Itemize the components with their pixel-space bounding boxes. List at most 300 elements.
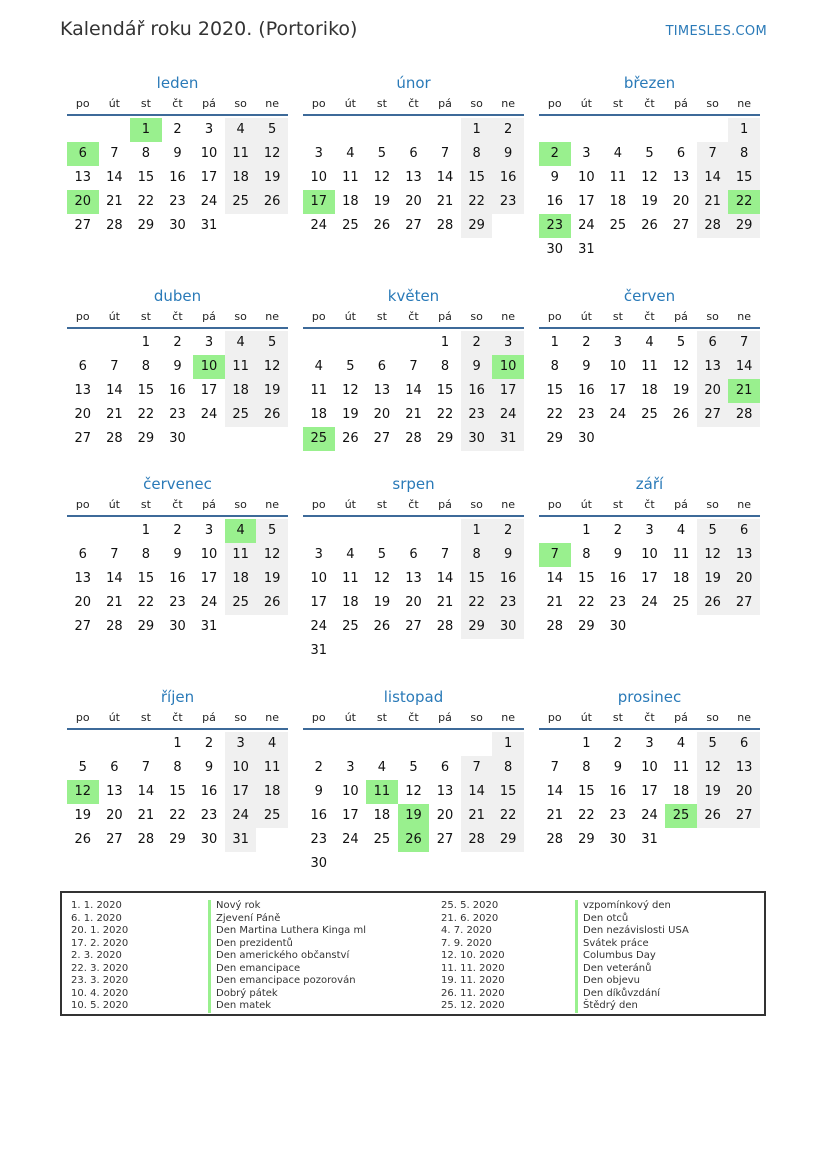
day-cell: 3 (204, 335, 214, 350)
empty-cell (335, 732, 367, 756)
weekday-header (67, 708, 288, 730)
day-cell: 29 (461, 214, 493, 238)
day-cell: 18 (342, 595, 359, 610)
month-duben (67, 285, 288, 451)
day-cell: 24 (641, 595, 658, 610)
day-cell: 8 (141, 359, 151, 374)
empty-cell (303, 732, 335, 756)
month-name: únor (396, 74, 431, 92)
legend-holiday-name: Den nezávislosti USA (575, 925, 689, 938)
legend-holiday-date: 17. 2. 2020 (71, 937, 129, 949)
day-cell: 19 (74, 808, 92, 823)
day-cell: 17 (225, 780, 257, 804)
day-cell: 18 (641, 383, 658, 398)
day-cell: 14 (436, 571, 454, 586)
day-cell: 28 (106, 431, 123, 446)
day-cell: 27 (74, 218, 92, 233)
day-cell: 20 (405, 194, 422, 209)
legend-holiday-name: Den matek (208, 1000, 366, 1013)
day-cell: 25 (373, 832, 391, 847)
day-cell: 6 (78, 547, 87, 562)
day-cell: 20 (672, 194, 690, 209)
day-cell: 8 (728, 142, 760, 166)
empty-cell (67, 118, 99, 142)
weekday-label: st (376, 711, 387, 724)
day-cell: 20 (728, 567, 760, 591)
weekday-label: ne (265, 310, 280, 323)
empty-cell (366, 118, 398, 142)
month-říjen (67, 686, 288, 852)
legend-holiday-date: 1. 1. 2020 (71, 900, 122, 911)
legend-holiday-date: 4. 7. 2020 (441, 925, 492, 936)
day-cell: 12 (641, 170, 658, 185)
day-cell: 7 (110, 547, 119, 562)
holiday-day: 20 (67, 190, 99, 214)
day-cell: 16 (492, 567, 524, 591)
legend-holiday-name: Den veteránů (575, 963, 689, 976)
day-cell: 2 (461, 331, 493, 355)
day-cell: 31 (200, 218, 218, 233)
day-cell: 3 (613, 335, 623, 350)
day-cell: 14 (728, 355, 760, 379)
day-cell: 21 (405, 407, 422, 422)
month-únor (303, 72, 524, 238)
weekday-label: pá (438, 97, 452, 110)
legend-holiday-date: 10. 5. 2020 (71, 1000, 129, 1011)
day-cell: 8 (440, 359, 450, 374)
day-cell: 30 (310, 856, 328, 871)
empty-cell (303, 331, 335, 355)
weekday-label: čt (644, 97, 655, 110)
day-cell: 4 (225, 331, 257, 355)
weekday-label: po (311, 97, 326, 110)
day-cell: 29 (492, 828, 524, 852)
legend-holiday-date: 12. 10. 2020 (441, 950, 505, 961)
day-cell: 11 (641, 359, 658, 374)
day-cell: 6 (409, 146, 418, 161)
day-cell: 22 (436, 407, 454, 422)
month-name: březen (623, 74, 676, 92)
weekday-label: st (612, 498, 623, 511)
day-cell: 12 (373, 571, 391, 586)
day-cell: 14 (405, 383, 422, 398)
holiday-day: 21 (728, 379, 760, 403)
weekday-label: pá (674, 97, 688, 110)
day-cell: 8 (141, 547, 151, 562)
weekday-label: st (140, 310, 151, 323)
day-cell: 9 (492, 142, 524, 166)
day-cell: 14 (106, 170, 123, 185)
day-cell: 31 (310, 643, 328, 658)
empty-cell (99, 732, 131, 756)
day-cell: 17 (578, 194, 595, 209)
day-cell: 9 (173, 359, 182, 374)
day-cell: 6 (728, 519, 760, 543)
day-cell: 15 (546, 383, 564, 398)
day-cell: 5 (697, 732, 729, 756)
empty-cell (571, 118, 603, 142)
days-grid (303, 519, 524, 663)
day-cell: 17 (641, 784, 658, 799)
day-cell: 3 (204, 122, 214, 137)
legend-dates-right (441, 900, 505, 1013)
legend-holiday-date: 22. 3. 2020 (71, 962, 129, 974)
day-cell: 2 (314, 760, 323, 775)
day-cell: 27 (405, 619, 422, 634)
day-cell: 3 (314, 146, 323, 161)
weekday-label: so (234, 310, 247, 323)
day-cell: 30 (609, 619, 627, 634)
day-cell: 14 (436, 170, 454, 185)
day-cell: 27 (373, 431, 391, 446)
day-cell: 28 (436, 619, 454, 634)
day-cell: 22 (578, 808, 595, 823)
holiday-day: 4 (225, 519, 257, 543)
day-cell: 28 (728, 403, 760, 427)
day-cell: 15 (461, 567, 493, 591)
days-grid (539, 118, 760, 262)
day-cell: 17 (641, 571, 658, 586)
weekday-header (67, 495, 288, 517)
day-cell: 24 (609, 407, 627, 422)
day-cell: 30 (546, 242, 564, 257)
day-cell: 21 (106, 194, 123, 209)
month-name: leden (156, 74, 199, 92)
day-cell: 21 (436, 194, 454, 209)
day-cell: 26 (256, 591, 288, 615)
weekday-label: so (234, 498, 247, 511)
weekday-label: pá (438, 310, 452, 323)
day-cell: 29 (578, 832, 595, 847)
day-cell: 1 (461, 519, 493, 543)
empty-cell (398, 331, 430, 355)
day-cell: 17 (200, 383, 218, 398)
day-cell: 3 (204, 523, 214, 538)
day-cell: 24 (310, 619, 328, 634)
weekday-label: po (75, 97, 90, 110)
day-cell: 6 (78, 359, 87, 374)
month-name: září (635, 475, 664, 493)
holiday-day: 26 (398, 828, 430, 852)
day-cell: 31 (225, 828, 257, 852)
brand-link[interactable]: TIMESLES.COM (665, 24, 767, 39)
day-cell: 30 (609, 832, 627, 847)
day-cell: 21 (106, 595, 123, 610)
empty-cell (539, 118, 571, 142)
empty-cell (303, 519, 335, 543)
day-cell: 15 (578, 784, 595, 799)
day-cell: 21 (697, 190, 729, 214)
day-cell: 28 (461, 828, 493, 852)
holiday-day: 6 (67, 142, 99, 166)
day-cell: 20 (728, 780, 760, 804)
days-grid (303, 732, 524, 876)
weekday-label: po (75, 711, 90, 724)
day-cell: 13 (106, 784, 123, 799)
legend-holiday-date: 2. 3. 2020 (71, 950, 122, 961)
day-cell: 25 (609, 218, 627, 233)
day-cell: 8 (492, 756, 524, 780)
day-cell: 29 (546, 431, 564, 446)
weekday-label: st (376, 97, 387, 110)
weekday-label: ne (501, 97, 516, 110)
day-cell: 22 (578, 595, 595, 610)
month-name: srpen (392, 475, 435, 493)
day-cell: 9 (173, 547, 182, 562)
day-cell: 16 (169, 571, 186, 586)
legend-holiday-name: Den emancipace pozorován (208, 975, 366, 988)
month-září (539, 473, 760, 639)
day-cell: 5 (256, 118, 288, 142)
day-cell: 18 (672, 784, 690, 799)
weekday-label: čt (644, 498, 655, 511)
day-cell: 1 (141, 523, 151, 538)
month-name: květen (387, 287, 440, 305)
day-cell: 1 (582, 736, 591, 751)
day-cell: 25 (225, 403, 257, 427)
day-cell: 27 (697, 403, 729, 427)
holiday-day: 12 (67, 780, 99, 804)
day-cell: 22 (137, 595, 155, 610)
day-cell: 27 (728, 591, 760, 615)
holiday-legend (60, 891, 766, 1016)
weekday-label: čt (408, 97, 419, 110)
weekday-label: so (706, 498, 719, 511)
day-cell: 11 (672, 760, 690, 775)
day-cell: 18 (342, 194, 359, 209)
day-cell: 2 (613, 523, 623, 538)
weekday-label: so (470, 711, 483, 724)
day-cell: 15 (436, 383, 454, 398)
empty-cell (303, 118, 335, 142)
day-cell: 17 (310, 595, 328, 610)
day-cell: 9 (550, 170, 559, 185)
weekday-header (67, 307, 288, 329)
day-cell: 9 (492, 543, 524, 567)
day-cell: 1 (141, 335, 151, 350)
weekday-label: út (108, 310, 120, 323)
day-cell: 20 (106, 808, 123, 823)
day-cell: 24 (342, 832, 359, 847)
weekday-label: so (706, 310, 719, 323)
day-cell: 23 (609, 808, 627, 823)
day-cell: 2 (173, 122, 182, 137)
legend-holiday-date: 19. 11. 2020 (441, 975, 505, 986)
month-březen (539, 72, 760, 262)
day-cell: 1 (461, 118, 493, 142)
day-cell: 2 (173, 335, 182, 350)
day-cell: 23 (461, 403, 493, 427)
days-grid (67, 331, 288, 451)
day-cell: 5 (409, 760, 418, 775)
weekday-label: so (234, 711, 247, 724)
weekday-label: st (612, 711, 623, 724)
legend-holiday-date: 26. 11. 2020 (441, 987, 505, 999)
empty-cell (665, 118, 697, 142)
day-cell: 9 (613, 760, 623, 775)
weekday-label: st (612, 310, 623, 323)
weekday-label: út (344, 498, 356, 511)
holiday-day: 17 (303, 190, 335, 214)
day-cell: 18 (609, 194, 627, 209)
day-cell: 14 (461, 780, 493, 804)
day-cell: 7 (440, 146, 450, 161)
day-cell: 27 (74, 619, 92, 634)
weekday-label: út (108, 711, 120, 724)
day-cell: 14 (106, 571, 123, 586)
weekday-label: ne (737, 310, 752, 323)
day-cell: 24 (578, 218, 595, 233)
weekday-label: pá (674, 498, 688, 511)
empty-cell (539, 732, 571, 756)
weekday-label: po (311, 711, 326, 724)
empty-cell (335, 331, 367, 355)
day-cell: 29 (137, 431, 155, 446)
day-cell: 22 (169, 808, 186, 823)
legend-holiday-date: 25. 5. 2020 (441, 900, 499, 911)
day-cell: 9 (613, 547, 623, 562)
month-name: říjen (160, 688, 195, 706)
weekday-label: út (580, 97, 592, 110)
holiday-day: 25 (665, 804, 697, 828)
day-cell: 24 (310, 218, 328, 233)
weekday-label: pá (438, 711, 452, 724)
day-cell: 10 (200, 146, 218, 161)
day-cell: 11 (342, 170, 359, 185)
weekday-label: ne (501, 310, 516, 323)
holiday-day: 7 (539, 543, 571, 567)
day-cell: 26 (256, 190, 288, 214)
weekday-label: st (140, 97, 151, 110)
empty-cell (99, 519, 131, 543)
day-cell: 19 (373, 595, 391, 610)
day-cell: 6 (409, 547, 418, 562)
weekday-header (539, 307, 760, 329)
empty-cell (429, 732, 461, 756)
day-cell: 31 (492, 427, 524, 451)
weekday-label: pá (202, 498, 216, 511)
day-cell: 26 (697, 591, 729, 615)
day-cell: 23 (492, 190, 524, 214)
day-cell: 13 (672, 170, 690, 185)
day-cell: 26 (697, 804, 729, 828)
month-leden (67, 72, 288, 238)
day-cell: 19 (641, 194, 658, 209)
day-cell: 4 (346, 547, 355, 562)
day-cell: 31 (200, 619, 218, 634)
day-cell: 24 (200, 595, 218, 610)
day-cell: 5 (645, 146, 654, 161)
day-cell: 20 (74, 407, 92, 422)
weekday-label: st (376, 310, 387, 323)
empty-cell (602, 118, 634, 142)
weekday-label: st (376, 498, 387, 511)
month-červenec (67, 473, 288, 639)
day-cell: 29 (436, 431, 454, 446)
day-cell: 24 (641, 808, 658, 823)
day-cell: 26 (256, 403, 288, 427)
weekday-header (539, 495, 760, 517)
empty-cell (366, 519, 398, 543)
weekday-label: po (547, 310, 562, 323)
day-cell: 7 (110, 146, 119, 161)
day-cell: 15 (169, 784, 186, 799)
day-cell: 20 (697, 379, 729, 403)
days-grid (67, 118, 288, 238)
day-cell: 19 (672, 383, 690, 398)
day-cell: 10 (578, 170, 595, 185)
day-cell: 17 (492, 379, 524, 403)
weekday-label: čt (172, 310, 183, 323)
day-cell: 3 (314, 547, 323, 562)
day-cell: 28 (436, 218, 454, 233)
day-cell: 8 (461, 142, 493, 166)
days-grid (303, 118, 524, 238)
day-cell: 24 (492, 403, 524, 427)
days-grid (67, 519, 288, 639)
day-cell: 11 (225, 543, 257, 567)
empty-cell (398, 732, 430, 756)
legend-holiday-name: Den objevu (575, 975, 689, 988)
holiday-day: 1 (130, 118, 162, 142)
day-cell: 13 (74, 571, 92, 586)
day-cell: 8 (582, 547, 591, 562)
day-cell: 6 (377, 359, 387, 374)
day-cell: 7 (461, 756, 493, 780)
days-grid (539, 331, 760, 451)
day-cell: 29 (137, 218, 155, 233)
day-cell: 5 (256, 331, 288, 355)
day-cell: 15 (137, 383, 155, 398)
legend-holiday-name: Den prezidentů (208, 938, 366, 951)
day-cell: 18 (373, 808, 391, 823)
empty-cell (67, 331, 99, 355)
day-cell: 12 (405, 784, 422, 799)
day-cell: 22 (546, 407, 564, 422)
day-cell: 6 (440, 760, 450, 775)
weekday-label: st (612, 97, 623, 110)
day-cell: 26 (641, 218, 658, 233)
weekday-label: čt (408, 498, 419, 511)
weekday-label: po (75, 310, 90, 323)
days-grid (539, 732, 760, 852)
day-cell: 2 (613, 736, 623, 751)
day-cell: 11 (225, 142, 257, 166)
day-cell: 27 (672, 218, 690, 233)
day-cell: 8 (141, 146, 151, 161)
day-cell: 8 (461, 543, 493, 567)
day-cell: 23 (200, 808, 218, 823)
day-cell: 21 (546, 595, 564, 610)
weekday-label: čt (408, 310, 419, 323)
days-grid (539, 519, 760, 639)
day-cell: 21 (436, 595, 454, 610)
day-cell: 12 (373, 170, 391, 185)
day-cell: 13 (697, 355, 729, 379)
month-červen (539, 285, 760, 451)
day-cell: 16 (609, 571, 627, 586)
legend-holiday-name: Den amerického občanství (208, 950, 366, 963)
weekday-label: po (547, 498, 562, 511)
empty-cell (99, 118, 131, 142)
day-cell: 16 (578, 383, 595, 398)
day-cell: 11 (256, 756, 288, 780)
day-cell: 24 (200, 194, 218, 209)
day-cell: 15 (137, 571, 155, 586)
weekday-label: pá (202, 310, 216, 323)
day-cell: 24 (200, 407, 218, 422)
day-cell: 30 (461, 427, 493, 451)
